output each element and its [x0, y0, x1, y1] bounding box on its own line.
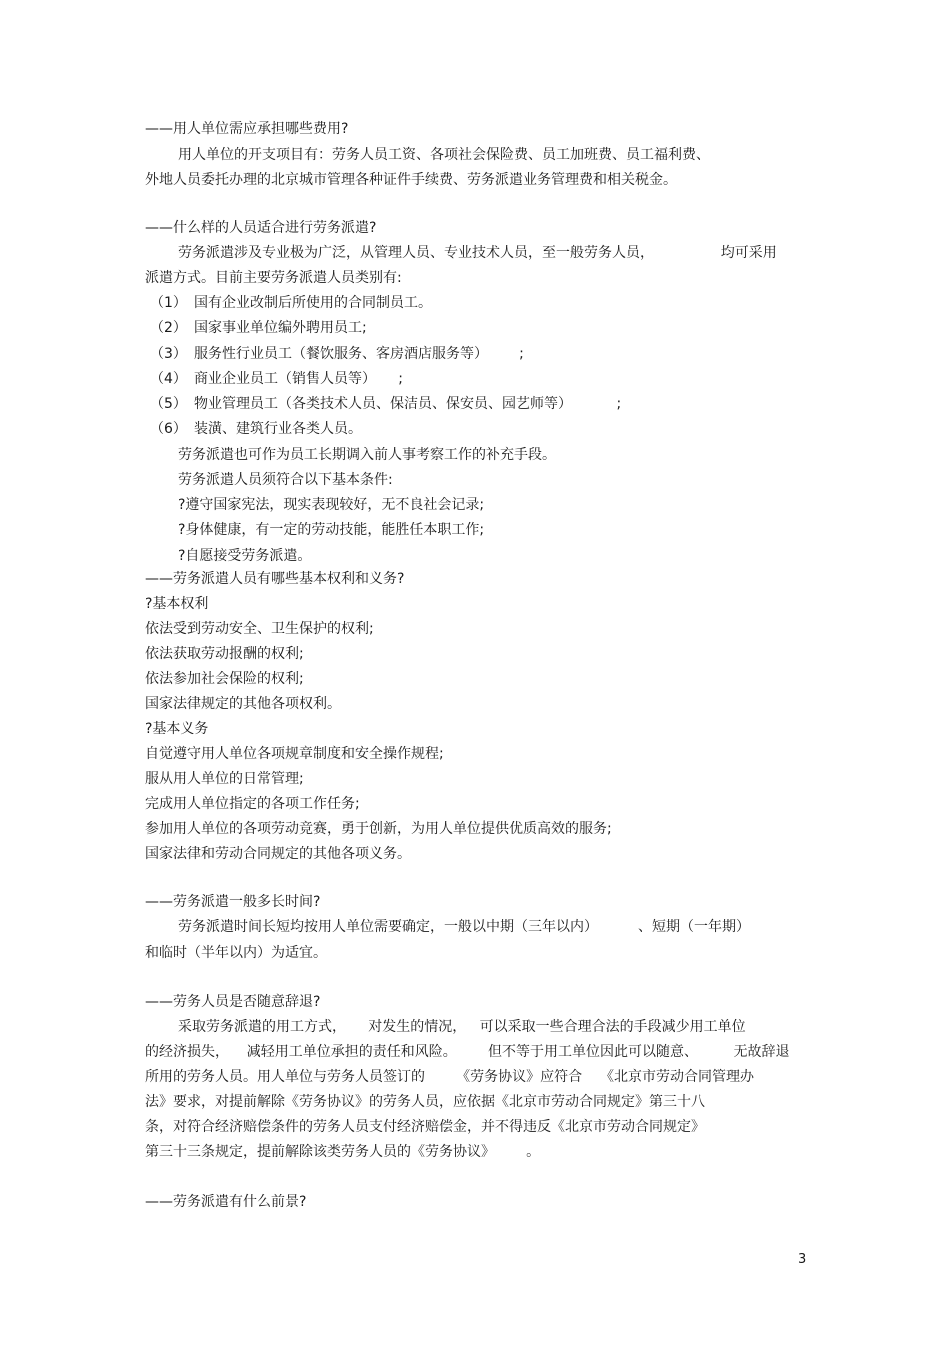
paragraph-line: 派遣方式。目前主要劳务派遣人员类别有:	[145, 270, 402, 286]
paragraph-line: 劳务派遣人员须符合以下基本条件:	[178, 472, 393, 488]
rights-item: 依法获取劳动报酬的权利;	[145, 646, 304, 662]
rights-item: 国家法律规定的其他各项权利。	[145, 696, 341, 712]
list-item: 国有企业改制后所使用的合同制员工。	[194, 295, 432, 311]
condition-item: ?遵守国家宪法，现实表现较好，无不良社会记录;	[178, 497, 485, 513]
list-item: 装潢、建筑行业各类人员。	[194, 421, 362, 437]
paragraph-line: 和临时（半年以内）为适宜。	[145, 945, 327, 961]
question-heading: ——劳务派遣一般多长时间?	[145, 894, 321, 910]
paragraph-line: 用人单位的开支项目有：劳务人员工资、各项社会保险费、员工加班费、员工福利费、	[178, 147, 710, 163]
list-item-number: （4）	[150, 371, 187, 387]
paragraph-line: 所用的劳务人员。用人单位与劳务人员签订的 《劳务协议》应符合 《北京市劳动合同管理办	[145, 1069, 754, 1085]
duties-item: 国家法律和劳动合同规定的其他各项义务。	[145, 846, 411, 862]
list-item-number: （2）	[150, 320, 187, 336]
rights-item: 依法参加社会保险的权利;	[145, 671, 304, 687]
paragraph-line: 劳务派遣也可作为员工长期调入前人事考察工作的补充手段。	[178, 447, 556, 463]
question-heading: ——劳务派遣有什么前景?	[145, 1194, 307, 1210]
paragraph-line: 外地人员委托办理的北京城市管理各种证件手续费、劳务派遣业务管理费和相关税金。	[145, 172, 677, 188]
paragraph-line: 条，对符合经济赔偿条件的劳务人员支付经济赔偿金，并不得违反《北京市劳动合同规定》	[145, 1119, 705, 1135]
condition-item: ?身体健康，有一定的劳动技能，能胜任本职工作;	[178, 522, 485, 538]
condition-item: ?自愿接受劳务派遣。	[178, 548, 312, 564]
question-heading: ——用人单位需应承担哪些费用?	[145, 121, 349, 137]
subheading: ?基本义务	[145, 721, 209, 737]
list-item: 服务性行业员工（餐饮服务、客房酒店服务等） ;	[194, 346, 524, 362]
paragraph-line: 第三十三条规定，提前解除该类劳务人员的《劳务协议》 。	[145, 1144, 541, 1160]
page-number: 3	[798, 1252, 807, 1267]
list-item: 商业企业员工（销售人员等） ;	[194, 371, 403, 387]
duties-item: 自觉遵守用人单位各项规章制度和安全操作规程;	[145, 746, 444, 762]
paragraph-line: 的经济损失， 减轻用工单位承担的责任和风险。 但不等于用工单位因此可以随意、 无故辞退	[145, 1044, 790, 1060]
paragraph-line: 法》要求，对提前解除《劳务协议》的劳务人员，应依据《北京市劳动合同规定》第三十八	[145, 1094, 705, 1110]
paragraph-line: 采取劳务派遣的用工方式， 对发生的情况， 可以采取一些合理合法的手段减少用工单位	[178, 1019, 746, 1035]
list-item-number: （1）	[150, 295, 187, 311]
list-item: 国家事业单位编外聘用员工;	[194, 320, 367, 336]
subheading: ?基本权利	[145, 596, 209, 612]
list-item-number: （3）	[150, 346, 187, 362]
rights-item: 依法受到劳动安全、卫生保护的权利;	[145, 621, 374, 637]
duties-item: 服从用人单位的日常管理;	[145, 771, 304, 787]
list-item-number: （5）	[150, 396, 187, 412]
list-item-number: （6）	[150, 421, 187, 437]
question-heading: ——劳务人员是否随意辞退?	[145, 994, 321, 1010]
question-heading: ——什么样的人员适合进行劳务派遣?	[145, 220, 377, 236]
paragraph-line: 劳务派遣涉及专业极为广泛，从管理人员、专业技术人员，至一般劳务人员， 均可采用	[178, 245, 777, 261]
list-item: 物业管理员工（各类技术人员、保洁员、保安员、园艺师等） ;	[194, 396, 622, 412]
duties-item: 参加用人单位的各项劳动竞赛，勇于创新，为用人单位提供优质高效的服务;	[145, 821, 612, 837]
question-heading: ——劳务派遣人员有哪些基本权利和义务?	[145, 571, 405, 587]
paragraph-line: 劳务派遣时间长短均按用人单位需要确定，一般以中期（三年以内） 、短期（一年期）	[178, 919, 751, 935]
duties-item: 完成用人单位指定的各项工作任务;	[145, 796, 360, 812]
